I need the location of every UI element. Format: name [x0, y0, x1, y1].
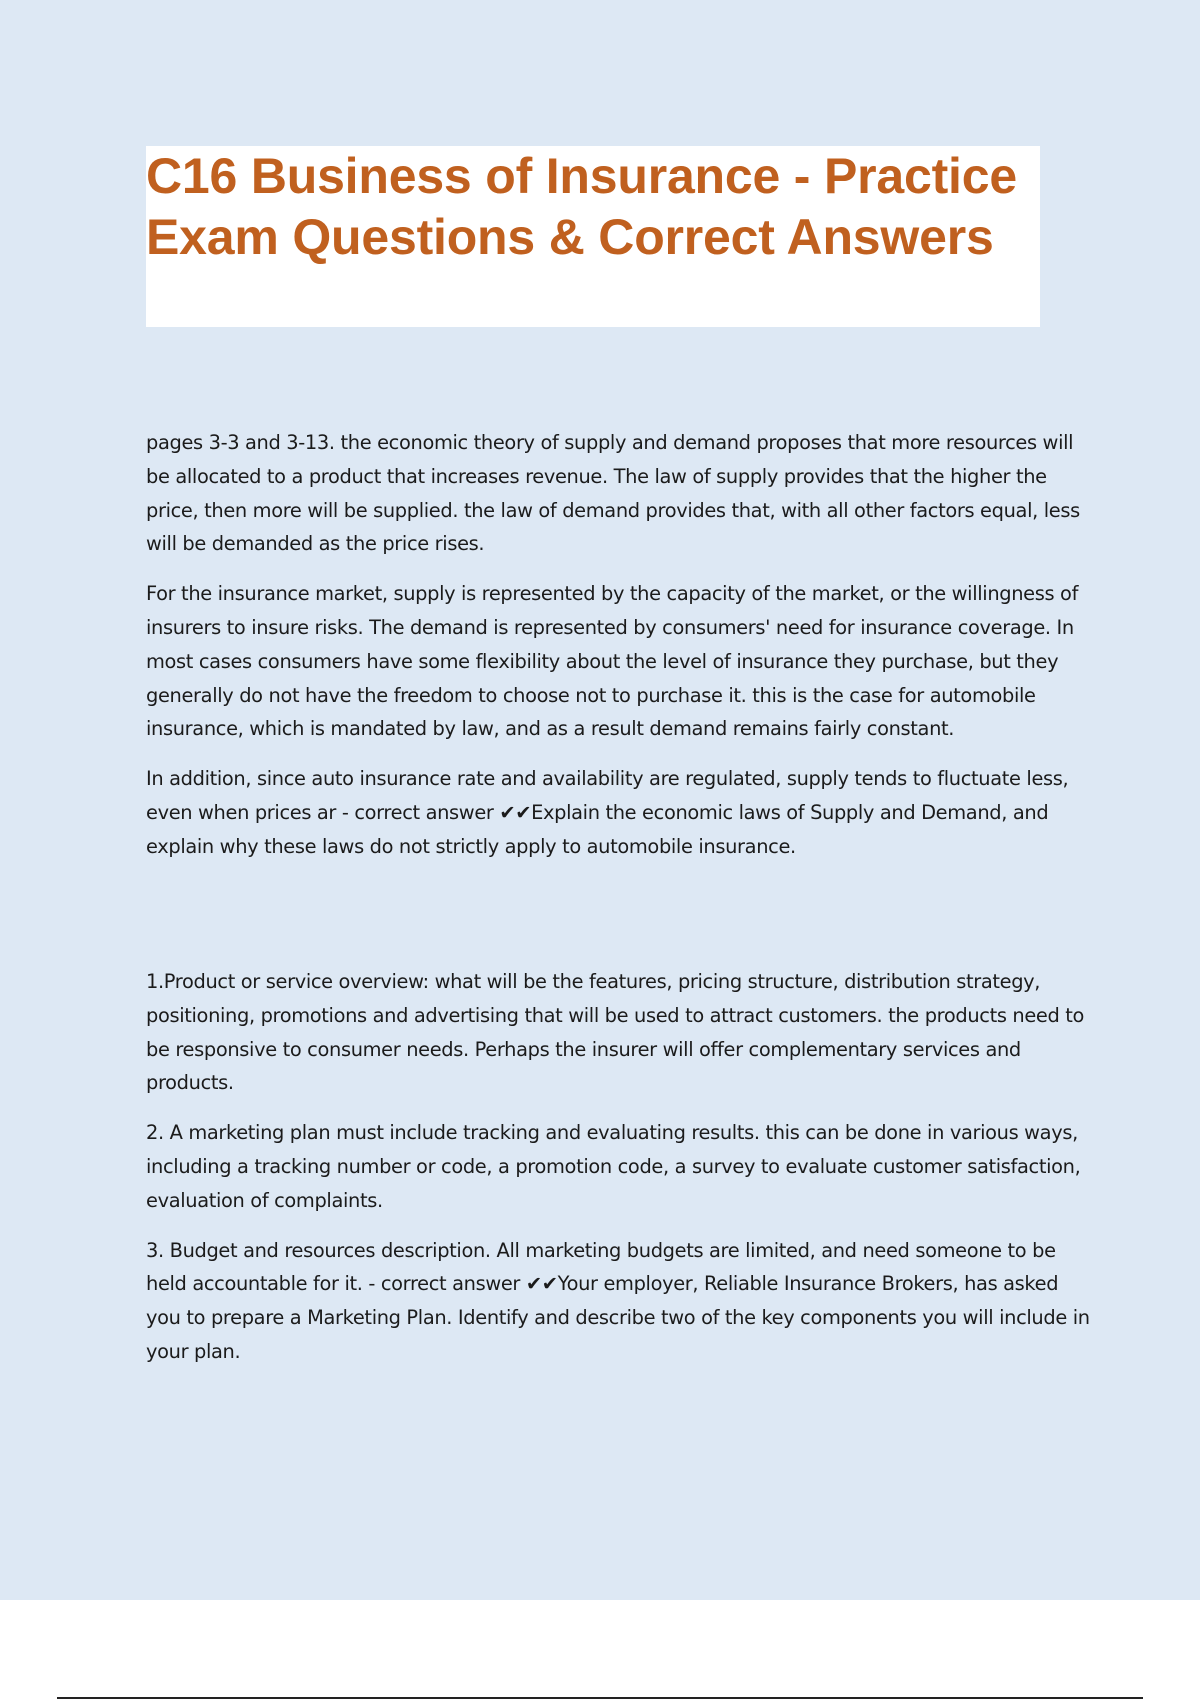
paragraph: For the insurance market, supply is represented by the capacity of the market, or the willingness of insurers to insure risks. The demand is represented by consumers' need for insurance coverage. In most cases consumers have some flexibility about the level of insurance they purchase, but they generally do not have the freedom to choose not to purchase it. this is the case for automobile insurance, which is mandated by law, and as a result demand remains fairly constant. [146, 582, 1079, 741]
paragraph: In addition, since auto insurance rate and availability are regulated, supply tends to fluctuate less, even when prices ar - correct answer ✔✔Explain the economic laws of Supply and Demand, and explain why these laws do not strictly apply to automobile insurance. [146, 767, 1069, 858]
paragraph: pages 3-3 and 3-13. the economic theory of supply and demand proposes that more resources will be allocated to a product that increases revenue. The law of supply provides that the higher the price, then more will be supplied. the law of demand provides that, with all other factors equal, less will be demanded as the price rises. [146, 431, 1080, 556]
answer-block-1 [146, 426, 1090, 880]
title-box [146, 146, 1040, 327]
answer-block-2 [146, 965, 1090, 1385]
document-title: C16 Business of Insurance - Practice Exam Questions & Correct Answers [146, 148, 1017, 265]
paragraph: 3. Budget and resources description. All marketing budgets are limited, and need someone to be held accountable for it. - correct answer ✔✔Your employer, Reliable Insurance Brokers, has asked you to prepare a Marketing Plan. Identify and describe two of the key components you will include in your plan. [146, 1238, 1090, 1363]
paragraph: 1.Product or service overview: what will be the features, pricing structure, distribution strategy, positioning, promotions and advertising that will be used to attract customers. the products need to be responsive to consumer needs. Perhaps the insurer will offer complementary services and products. [146, 970, 1085, 1095]
paragraph: 2. A marketing plan must include tracking and evaluating results. this can be done in various ways, including a tracking number or code, a promotion code, a survey to evaluate customer satisfaction, evaluation of complaints. [146, 1121, 1081, 1212]
footer-divider [57, 1697, 1143, 1699]
